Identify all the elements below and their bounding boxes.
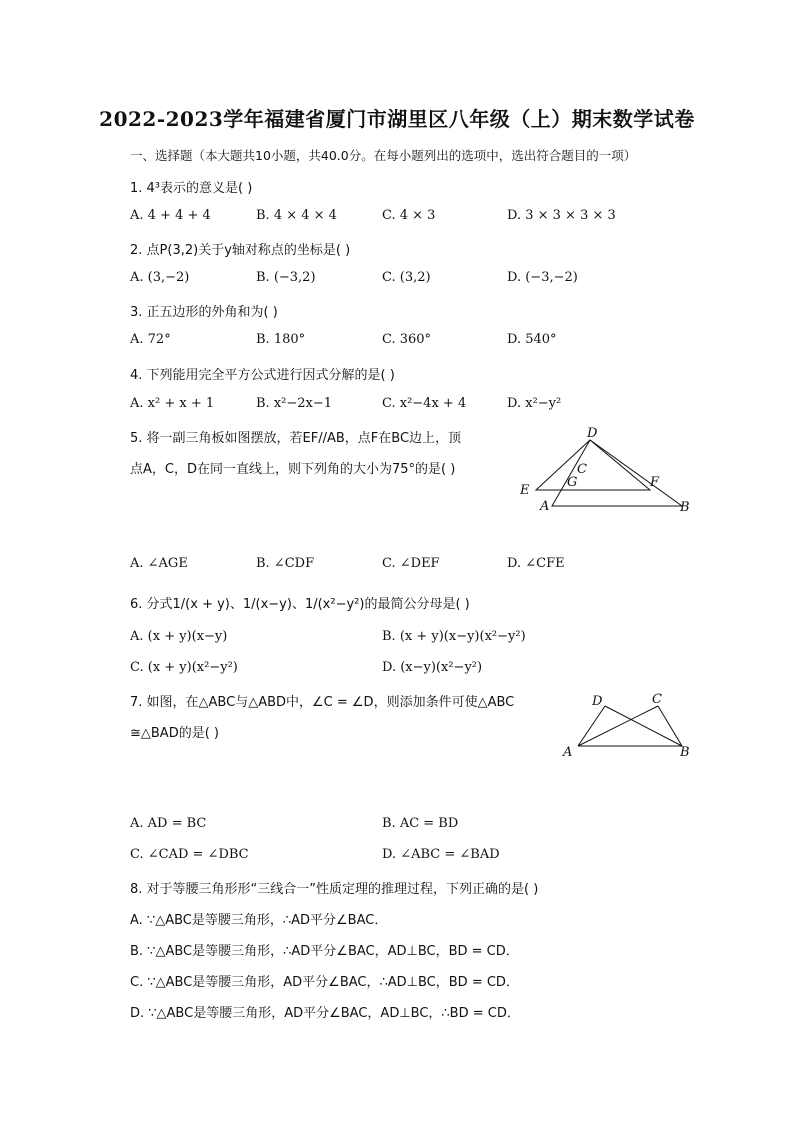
label-a: A <box>540 499 550 514</box>
q2-option-b: B. (−3,2) <box>256 270 316 285</box>
question-7-stem-line1: 7. 如图，在△ABC与△ABD中，∠C = ∠D，则添加条件可使△ABC <box>130 695 515 710</box>
q1-option-d: D. 3 × 3 × 3 × 3 <box>507 208 616 223</box>
q6-option-d: D. (x−y)(x²−y²) <box>382 660 483 675</box>
label-d: D <box>587 426 598 441</box>
question-7-stem-line2: ≅△BAD的是( ) <box>130 726 219 741</box>
question-5-stem-line2: 点A，C，D在同一直线上，则下列角的大小为75°的是( ) <box>130 462 456 477</box>
q5-option-d: D. ∠CFE <box>507 556 565 571</box>
q4-option-a: A. x² + x + 1 <box>130 396 215 411</box>
q8-option-b: B. ∵△ABC是等腰三角形，∴AD平分∠BAC，AD⊥BC，BD = CD． <box>130 944 519 959</box>
section-heading: 一、选择题（本大题共10小题，共40.0分。在每小题列出的选项中，选出符合题目的一项） <box>130 148 637 163</box>
q7-option-d: D. ∠ABC = ∠BAD <box>382 847 500 862</box>
figure-q7-triangles <box>560 688 700 764</box>
q4-option-b: B. x²−2x−1 <box>256 396 333 411</box>
question-2-stem: 2. 点P(3,2)关于y轴对称点的坐标是( ) <box>130 243 351 258</box>
label-e: E <box>520 483 530 498</box>
label-g: G <box>567 475 578 490</box>
q1-option-a: A. 4 + 4 + 4 <box>130 208 211 223</box>
q6-option-c: C. (x + y)(x²−y²) <box>130 660 238 675</box>
q5-option-b: B. ∠CDF <box>256 556 315 571</box>
label-c: C <box>577 462 587 477</box>
q6-option-a: A. (x + y)(x−y) <box>130 629 228 644</box>
question-5-stem-line1: 5. 将一副三角板如图摆放，若EF//AB，点F在BC边上，顶 <box>130 431 462 446</box>
q3-option-c: C. 360° <box>382 332 432 347</box>
q8-option-d: D. ∵△ABC是等腰三角形，AD平分∠BAC，AD⊥BC，∴BD = CD． <box>130 1006 520 1021</box>
q3-option-d: D. 540° <box>507 332 557 347</box>
q4-option-d: D. x²−y² <box>507 396 562 411</box>
q3-option-a: A. 72° <box>130 332 171 347</box>
question-3-stem: 3. 正五边形的外角和为( ) <box>130 305 278 320</box>
q6-option-b: B. (x + y)(x−y)(x²−y²) <box>382 629 526 644</box>
q5-option-c: C. ∠DEF <box>382 556 440 571</box>
q5-option-a: A. ∠AGE <box>130 556 188 571</box>
q2-option-a: A. (3,−2) <box>130 270 190 285</box>
q7-option-c: C. ∠CAD = ∠DBC <box>130 847 249 862</box>
label-d: D <box>592 694 603 709</box>
q1-option-c: C. 4 × 3 <box>382 208 436 223</box>
label-f: F <box>650 475 660 490</box>
q1-option-b: B. 4 × 4 × 4 <box>256 208 337 223</box>
question-1-stem: 1. 4³表示的意义是( ) <box>130 181 253 196</box>
q2-option-d: D. (−3,−2) <box>507 270 578 285</box>
q2-option-c: C. (3,2) <box>382 270 431 285</box>
q7-option-b: B. AC = BD <box>382 816 459 831</box>
q3-option-b: B. 180° <box>256 332 306 347</box>
question-8-stem: 8. 对于等腰三角形形“三线合一”性质定理的推理过程，下列正确的是( ) <box>130 882 539 897</box>
q8-option-c: C. ∵△ABC是等腰三角形，AD平分∠BAC，∴AD⊥BC，BD = CD． <box>130 975 519 990</box>
q8-option-a: A. ∵△ABC是等腰三角形，∴AD平分∠BAC． <box>130 913 388 928</box>
exam-title: 2022-2023学年福建省厦门市湖里区八年级（上）期末数学试卷 <box>99 107 695 131</box>
q4-option-c: C. x²−4x + 4 <box>382 396 467 411</box>
question-6-stem: 6. 分式1/(x + y)、1/(x−y)、1/(x²−y²)的最简公分母是( ) <box>130 597 470 612</box>
question-4-stem: 4. 下列能用完全平方公式进行因式分解的是( ) <box>130 368 395 383</box>
label-b: B <box>680 745 690 760</box>
label-b: B <box>680 500 690 515</box>
q7-option-a: A. AD = BC <box>130 816 207 831</box>
figure-q5-triangles <box>510 422 700 522</box>
label-a: A <box>563 745 573 760</box>
label-c: C <box>652 692 662 707</box>
